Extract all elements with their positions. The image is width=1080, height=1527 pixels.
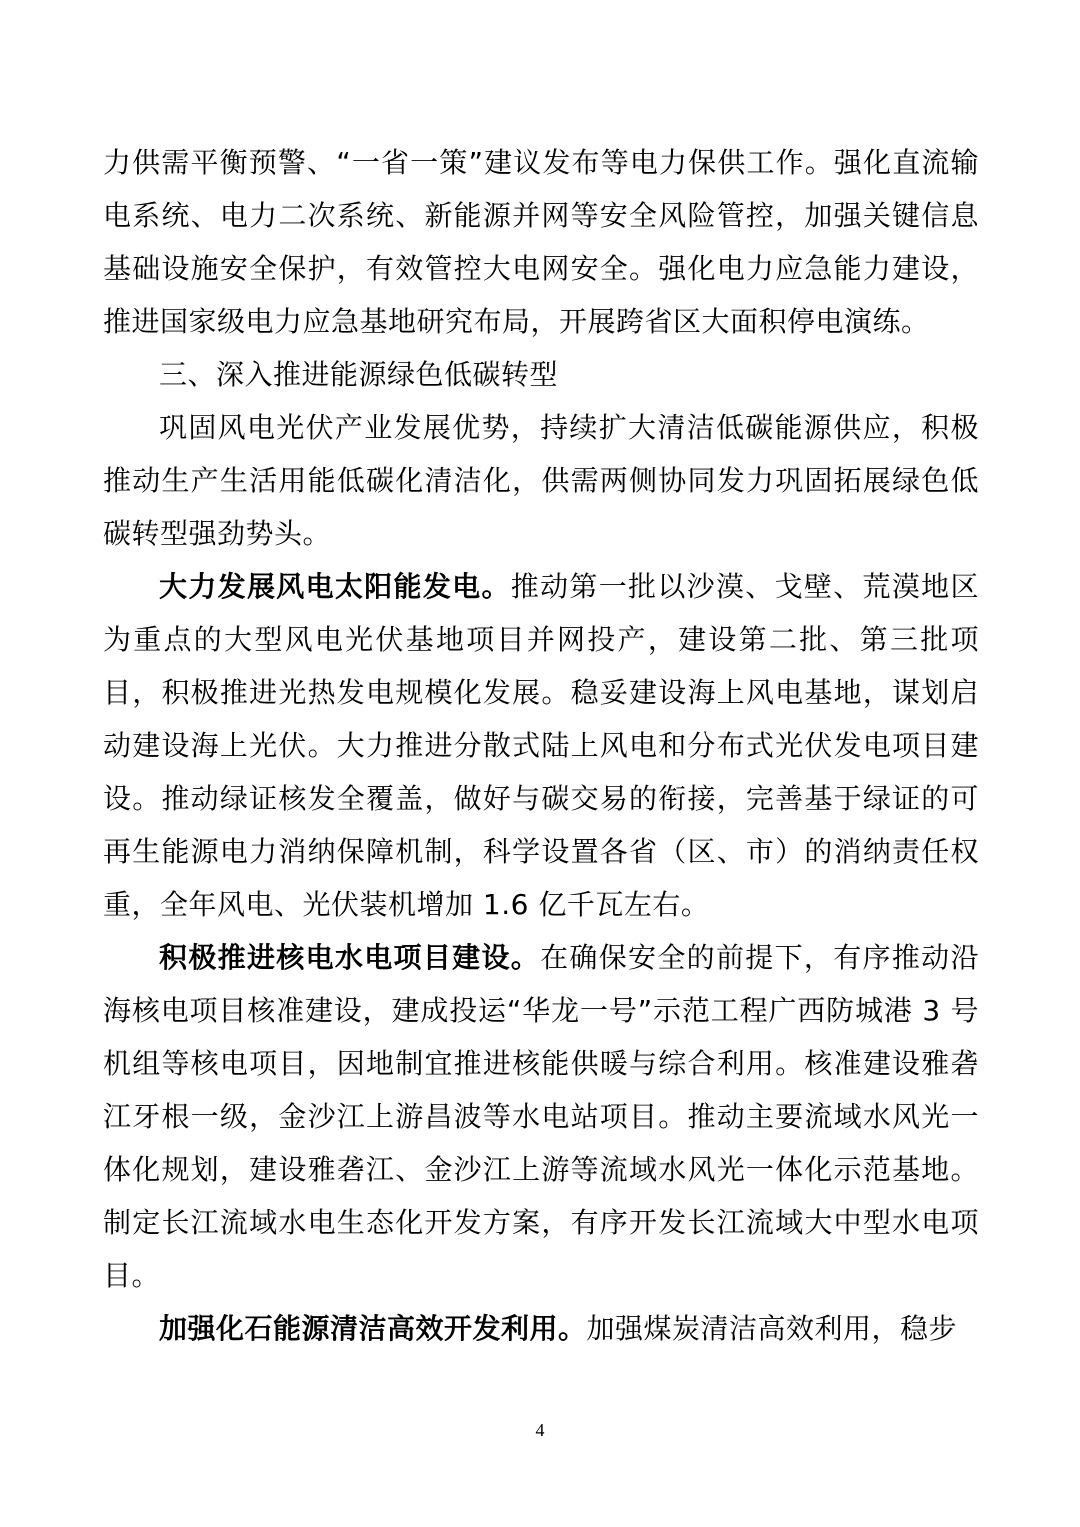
paragraph-text: 推动第一批以沙漠、戈壁、荒漠地区为重点的大型风电光伏基地项目并网投产，建设第二批、第三批项目，积极推进光热发电规模化发展。稳妥建设海上风电基地，谋划启动建设海上光伏。大力推进分散式陆上风电和分布式光伏发电项目建设。推动绿证核发全覆盖，做好与碳交易的衔接，完善基于绿证的可再生能源电力消纳保障机制，科学设置各省（区、市）的消纳责任权重，全年风电、光伏装机增加 1.6 亿千瓦左右。 <box>103 570 979 921</box>
paragraph-power-supply <box>103 136 979 348</box>
paragraph-wind-solar <box>103 560 979 931</box>
section-heading-text: 三、深入推进能源绿色低碳转型 <box>159 358 559 391</box>
paragraph-text: 力供需平衡预警、“一省一策”建议发布等电力保供工作。强化直流输电系统、电力二次系统、新能源并网等安全风险管控，加强关键信息基础设施安全保护，有效管控大电网安全。强化电力应急能力建设，推进国家级电力应急基地研究布局，开展跨省区大面积停电演练。 <box>103 146 979 338</box>
section-heading <box>103 348 979 401</box>
paragraph-nuclear-hydro <box>103 931 979 1302</box>
paragraph-lead: 大力发展风电太阳能发电。 <box>159 570 511 603</box>
paragraph-text: 加强煤炭清洁高效利用，稳步 <box>586 1312 958 1345</box>
paragraph-lead: 加强化石能源清洁高效开发利用。 <box>159 1312 587 1345</box>
paragraph-intro <box>103 401 979 560</box>
paragraph-text: 在确保安全的前提下，有序推动沿海核电项目核准建设，建成投运“华龙一号”示范工程广西防城港 3 号机组等核电项目，因地制宜推进核能供暖与综合利用。核准建设雅砻江牙根一级，金沙江上游昌波等水电站项目。推动主要流域水风光一体化规划，建设雅砻江、金沙江上游等流域水风光一体化示范基地。制定长江流域水电生态化开发方案，有序开发长江流域大中型水电项目。 <box>103 941 979 1292</box>
document-body <box>103 136 979 1355</box>
paragraph-lead: 积极推进核电水电项目建设。 <box>159 941 541 974</box>
page-number: 4 <box>535 1420 545 1440</box>
paragraph-fossil <box>103 1302 979 1355</box>
paragraph-text: 巩固风电光伏产业发展优势，持续扩大清洁低碳能源供应，积极推动生产生活用能低碳化清洁化，供需两侧协同发力巩固拓展绿色低碳转型强劲势头。 <box>103 411 979 550</box>
